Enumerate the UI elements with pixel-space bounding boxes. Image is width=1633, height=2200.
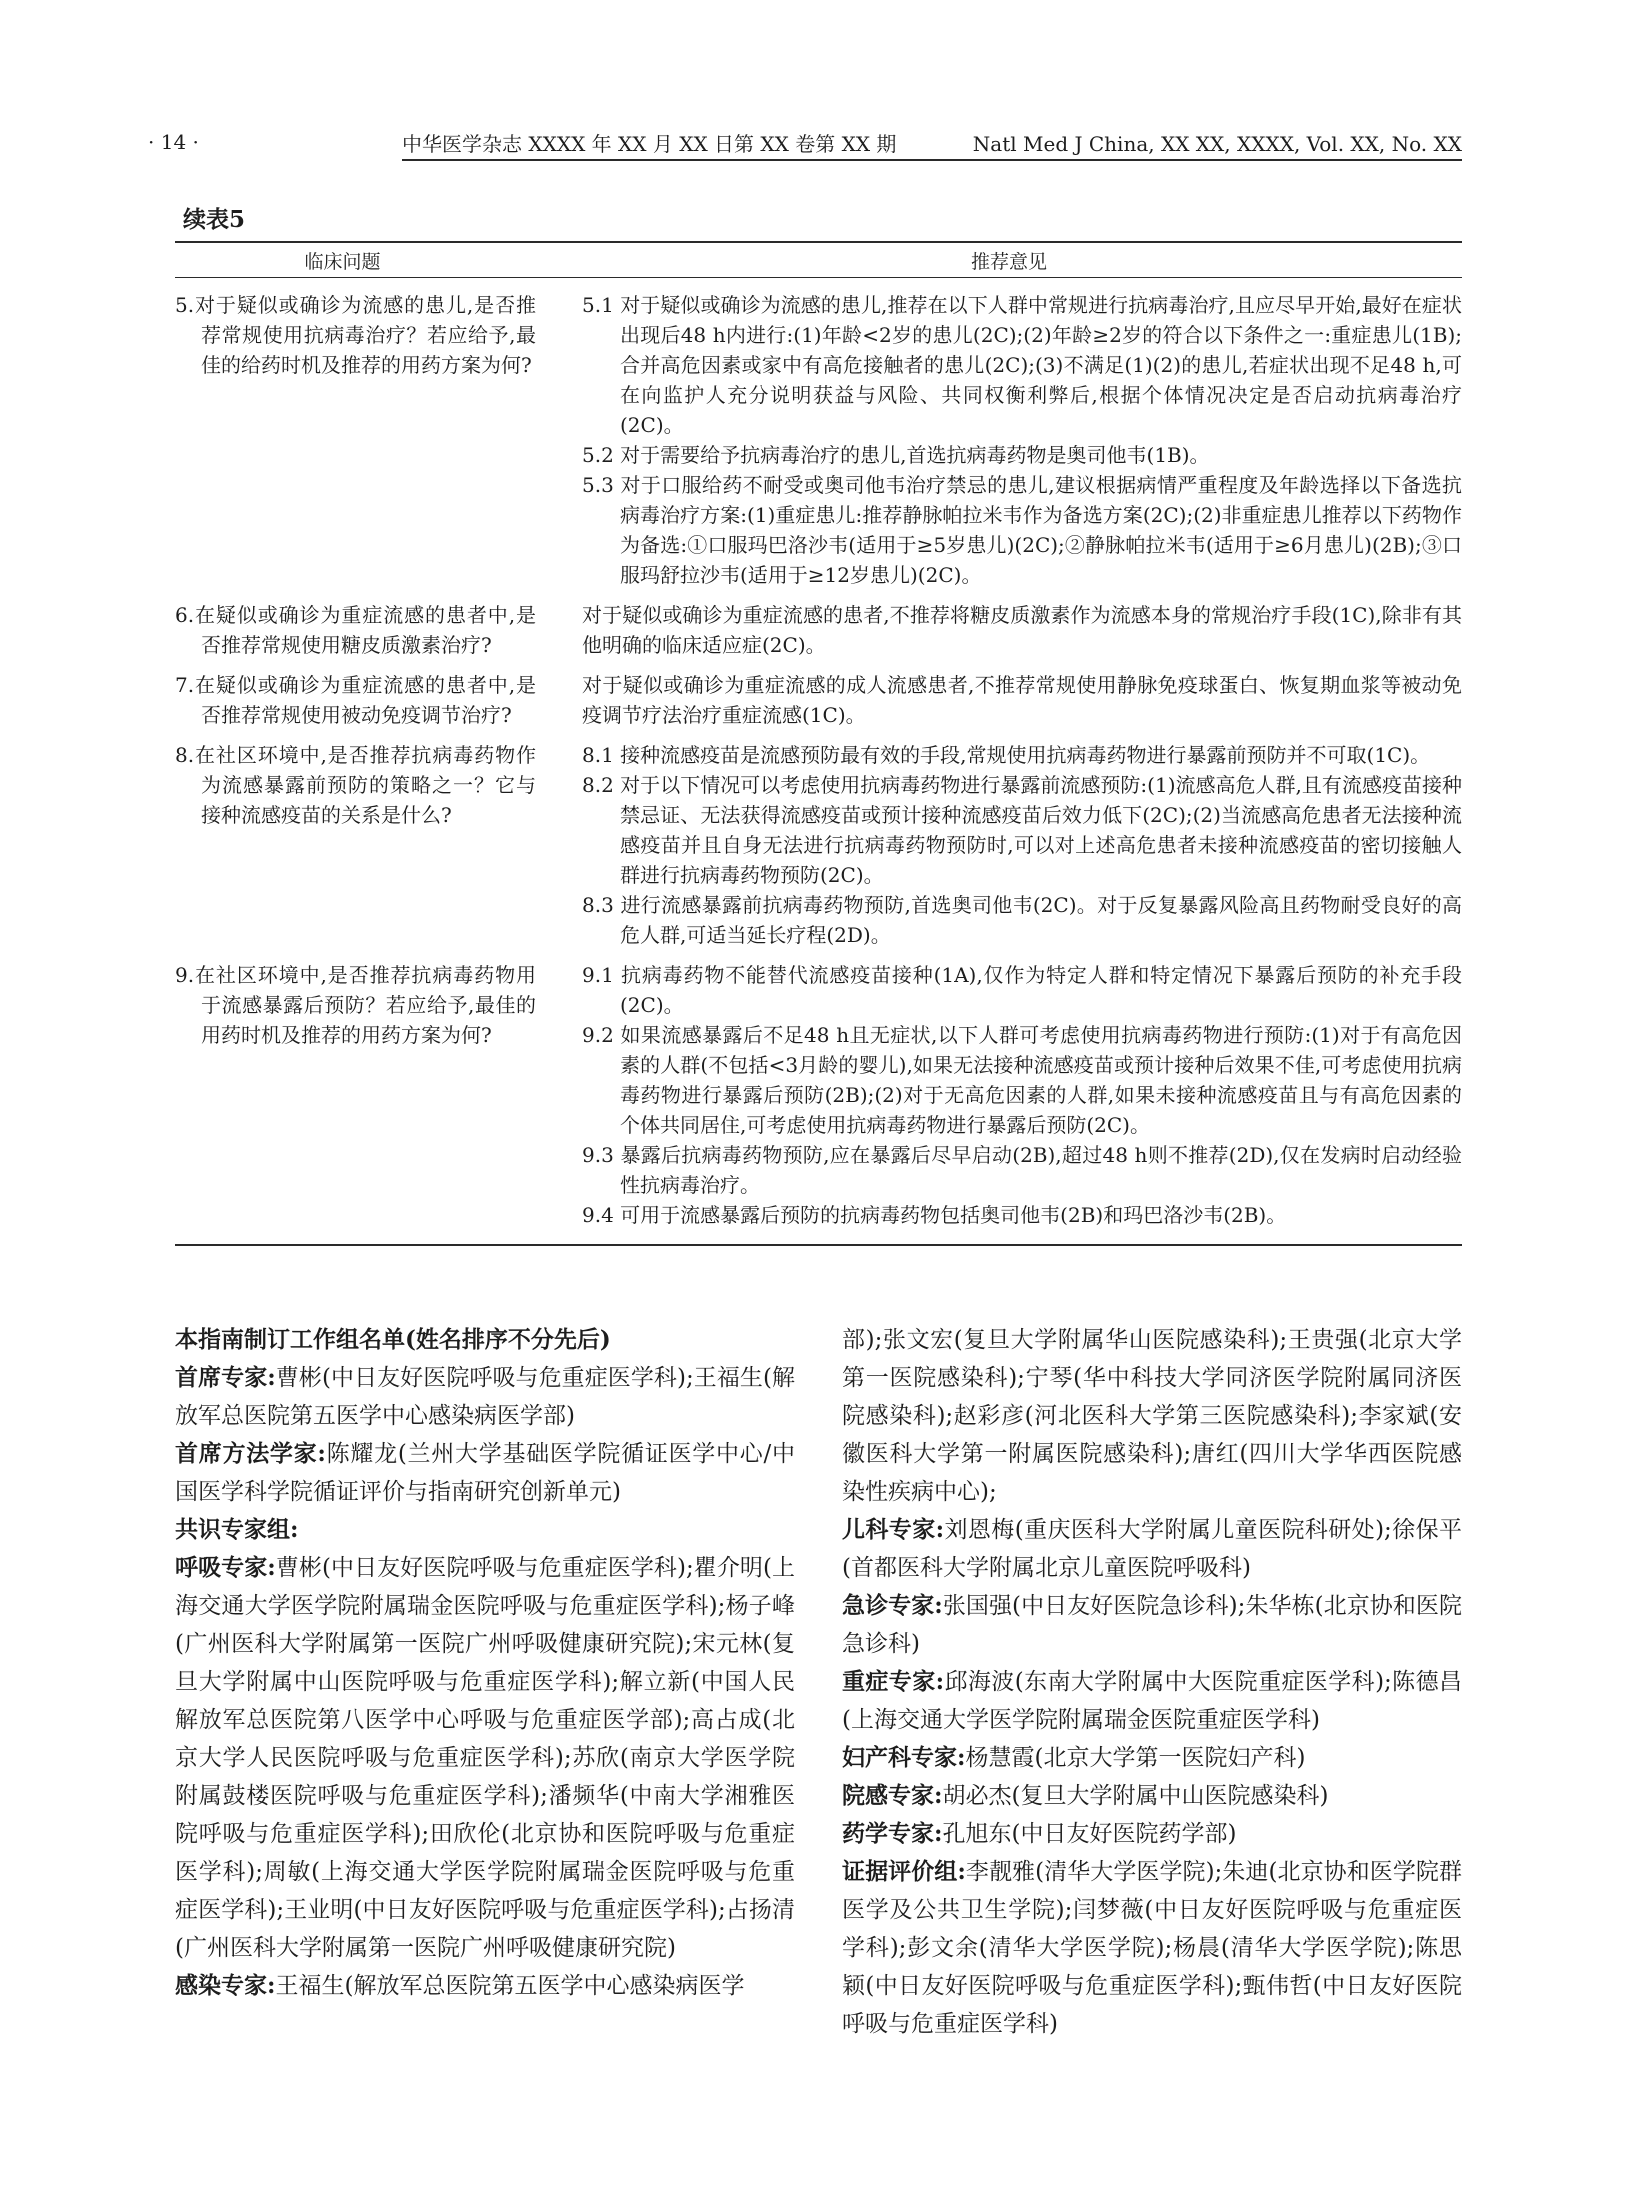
journal-title-en: Natl Med J China, XX XX, XXXX, Vol. XX, No. XX (972, 132, 1462, 156)
expert-role-label: 药学专家: (842, 1820, 943, 1847)
recommendation-cell-7 (582, 670, 1462, 730)
expert-entry-emergency (842, 1587, 1462, 1663)
expert-role-label: 急诊专家: (842, 1592, 943, 1619)
recommendations-table (175, 241, 1462, 1246)
recommendation-item-5-2: 5.2 对于需要给予抗病毒治疗的患儿,首选抗病毒药物是奥司他韦(1B)。 (582, 443, 1210, 467)
expert-names: 邱海波(东南大学附属中大医院重症医学科);陈德昌(上海交通大学医学院附属瑞金医院重症医学科) (842, 1669, 1462, 1733)
expert-names: 杨慧霞(北京大学第一医院妇产科) (965, 1745, 1306, 1771)
table-row-q7 (175, 670, 1462, 730)
header-rule (402, 159, 1462, 161)
expert-names: 部);张文宏(复旦大学附属华山医院感染科);王贵强(北京大学第一医院感染科);宁琴(华中科技大学同济医学院附属同济医院感染科);赵彩彦(河北医科大学第三医院感染科);李家斌(安徽医科大学第一附属医院感染科);唐红(四川大学华西医院感染性疾病中心); (842, 1327, 1462, 1505)
recommendation-item-8-2: 8.2 对于以下情况可以考虑使用抗病毒药物进行暴露前流感预防:(1)流感高危人群,且有流感疫苗接种禁忌证、无法获得流感疫苗或预计接种流感疫苗后效力低下(2C);(2)当流感高危患者无法接种流感疫苗并且自身无法进行抗病毒药物预防时,可以对上述高危患者未接种流感疫苗的密切接触人群进行抗病毒药物预防(2C)。 (582, 773, 1462, 887)
recommendation-item-9-3: 9.3 暴露后抗病毒药物预防,应在暴露后尽早启动(2B),超过48 h则不推荐(2D),仅在发病时启动经验性抗病毒治疗。 (582, 1143, 1462, 1197)
recommendation-item-8-1: 8.1 接种流感疫苗是流感预防最有效的手段,常规使用抗病毒药物进行暴露前预防并不可取(1C)。 (582, 743, 1431, 767)
recommendation-item-6: 对于疑似或确诊为重症流感的患者,不推荐将糖皮质激素作为流感本身的常规治疗手段(1C),除非有其他明确的临床适应症(2C)。 (582, 603, 1462, 657)
expert-entry-infection (175, 1967, 795, 2005)
table-row-q9 (175, 960, 1462, 1230)
expert-names: 曹彬(中日友好医院呼吸与危重症医学科);王福生(解放军总医院第五医学中心感染病医学部) (175, 1365, 796, 1429)
journal-title-cn: 中华医学杂志 XXXX 年 XX 月 XX 日第 XX 卷第 XX 期 (402, 132, 897, 156)
clinical-question-7: 7.在疑似或确诊为重症流感的患者中,是否推荐常规使用被动免疫调节治疗? (175, 673, 536, 727)
column-header-clinical-question: 临床问题 (304, 250, 381, 273)
expert-names: 曹彬(中日友好医院呼吸与危重症医学科);瞿介明(上海交通大学医学院附属瑞金医院呼吸与危重症医学科);杨子峰(广州医科大学附属第一医院广州呼吸健康研究院);宋元林(复旦大学附属中山医院呼吸与危重症医学科);解立新(中国人民解放军总医院第八医学中心呼吸与危重症医学部);高占成(北京大学人民医院呼吸与危重症医学科);苏欣(南京大学医学院附属鼓楼医院呼吸与危重症医学科);潘频华(中南大学湘雅医院呼吸与危重症医学科);田欣伦(北京协和医院呼吸与危重症医学科);周敏(上海交通大学医学院附属瑞金医院呼吸与危重症医学科);王业明(中日友好医院呼吸与危重症医学科);占扬清(广州医科大学附属第一医院广州呼吸健康研究院) (175, 1555, 796, 1961)
running-head (402, 128, 1462, 157)
expert-role-label: 首席专家: (175, 1364, 276, 1391)
working-group-section (175, 1321, 1462, 2043)
expert-role-label: 证据评价组: (842, 1858, 966, 1885)
clinical-question-5: 5.对于疑似或确诊为流感的患儿,是否推荐常规使用抗病毒治疗？若应给予,最佳的给药时机及推荐的用药方案为何? (175, 293, 536, 377)
expert-entry-chief-methodologist (175, 1435, 795, 1511)
expert-role-label: 首席方法学家: (175, 1440, 326, 1467)
working-group-column-right (842, 1321, 1462, 2043)
expert-entry-infection-continued (842, 1321, 1462, 1511)
expert-role-label: 感染专家: (175, 1972, 276, 1999)
expert-entry-obstetrics (842, 1739, 1462, 1777)
expert-entry-critical-care (842, 1663, 1462, 1739)
expert-entry-pharmacy (842, 1815, 1462, 1853)
expert-entry-evidence-evaluation (842, 1853, 1462, 2043)
recommendation-item-5-3: 5.3 对于口服给药不耐受或奥司他韦治疗禁忌的患儿,建议根据病情严重程度及年龄选择以下备选抗病毒治疗方案:(1)重症患儿:推荐静脉帕拉米韦作为备选方案(2C);(2)非重症患儿推荐以下药物作为备选:①口服玛巴洛沙韦(适用于≥5岁患儿)(2C);②静脉帕拉米韦(适用于≥6月患儿)(2B);③口服玛舒拉沙韦(适用于≥12岁患儿)(2C)。 (582, 473, 1462, 587)
recommendation-item-8-3: 8.3 进行流感暴露前抗病毒药物预防,首选奥司他韦(2C)。对于反复暴露风险高且药物耐受良好的高危人群,可适当延长疗程(2D)。 (582, 893, 1462, 947)
working-group-column-left (175, 1321, 795, 2043)
expert-names: 王福生(解放军总医院第五医学中心感染病医学 (275, 1973, 745, 1999)
table-row-q6 (175, 600, 1462, 660)
table-caption: 续表5 (183, 206, 246, 233)
table-body (175, 278, 1462, 1244)
recommendation-cell-9 (582, 960, 1462, 1230)
recommendation-item-9-2: 9.2 如果流感暴露后不足48 h且无症状,以下人群可考虑使用抗病毒药物进行预防:(1)对于有高危因素的人群(不包括<3月龄的婴儿),如果无法接种流感疫苗或预计接种后效果不佳,可考虑使用抗病毒药物进行暴露后预防(2B);(2)对于无高危因素的人群,如果未接种流感疫苗且与有高危因素的个体共同居住,可考虑使用抗病毒药物进行暴露后预防(2C)。 (582, 1023, 1462, 1137)
expert-names: 胡必杰(复旦大学附属中山医院感染科) (942, 1783, 1329, 1809)
expert-entry-hospital-infection (842, 1777, 1462, 1815)
expert-names: 孔旭东(中日友好医院药学部) (942, 1821, 1237, 1847)
expert-names: 陈耀龙(兰州大学基础医学院循证医学中心/中国医学科学院循证评价与指南研究创新单元) (175, 1441, 795, 1505)
recommendation-item-5-1: 5.1 对于疑似或确诊为流感的患儿,推荐在以下人群中常规进行抗病毒治疗,且应尽早开始,最好在症状出现后48 h内进行:(1)年龄<2岁的患儿(2C);(2)年龄≥2岁的符合以下条件之一:重症患儿(1B);合并高危因素或家中有高危接触者的患儿(2C);(3)不满足(1)(2)的患儿,若症状出现不足48 h,可在向监护人充分说明获益与风险、共同权衡利弊后,根据个体情况决定是否启动抗病毒治疗(2C)。 (582, 293, 1462, 437)
recommendation-cell-8 (582, 740, 1462, 950)
expert-names: 刘恩梅(重庆医科大学附属儿童医院科研处);徐保平(首都医科大学附属北京儿童医院呼吸科) (842, 1517, 1462, 1581)
table-row-q5 (175, 290, 1462, 590)
expert-entry-respiratory (175, 1549, 795, 1967)
expert-role-label: 重症专家: (842, 1668, 945, 1695)
recommendation-item-7: 对于疑似或确诊为重症流感的成人流感患者,不推荐常规使用静脉免疫球蛋白、恢复期血浆等被动免疫调节疗法治疗重症流感(1C)。 (582, 673, 1462, 727)
clinical-question-6: 6.在疑似或确诊为重症流感的患者中,是否推荐常规使用糖皮质激素治疗? (175, 603, 536, 657)
expert-names: 张国强(中日友好医院急诊科);朱华栋(北京协和医院急诊科) (842, 1593, 1463, 1657)
working-group-title-label: 本指南制订工作组名单(姓名排序不分先后) (175, 1326, 611, 1353)
expert-role-label: 儿科专家: (842, 1516, 945, 1543)
table-row-q8 (175, 740, 1462, 950)
expert-entry-pediatrics (842, 1511, 1462, 1587)
expert-role-label: 共识专家组: (175, 1516, 299, 1543)
expert-entry-consensus-group (175, 1511, 795, 1549)
column-header-recommendation: 推荐意见 (970, 250, 1047, 273)
recommendation-item-9-1: 9.1 抗病毒药物不能替代流感疫苗接种(1A),仅作为特定人群和特定情况下暴露后预防的补充手段(2C)。 (582, 963, 1462, 1017)
expert-role-label: 妇产科专家: (842, 1744, 966, 1771)
expert-role-label: 呼吸专家: (175, 1554, 276, 1581)
recommendation-cell-6 (582, 600, 1462, 660)
recommendation-item-9-4: 9.4 可用于流感暴露后预防的抗病毒药物包括奥司他韦(2B)和玛巴洛沙韦(2B)。 (582, 1203, 1287, 1227)
page-number: · 14 · (148, 130, 199, 154)
recommendation-cell-5 (582, 290, 1462, 590)
table-header-row (175, 243, 1462, 278)
working-group-title (175, 1321, 795, 1359)
expert-entry-chief-experts (175, 1359, 795, 1435)
expert-role-label: 院感专家: (842, 1782, 943, 1809)
clinical-question-9: 9.在社区环境中,是否推荐抗病毒药物用于流感暴露后预防？若应给予,最佳的用药时机及推荐的用药方案为何? (175, 963, 536, 1047)
clinical-question-8: 8.在社区环境中,是否推荐抗病毒药物作为流感暴露前预防的策略之一？它与接种流感疫苗的关系是什么? (175, 743, 536, 827)
expert-names: 李靓雅(清华大学医学院);朱迪(北京协和医学院群医学及公共卫生学院);闫梦薇(中日友好医院呼吸与危重症医学科);彭文余(清华大学医学院);杨晨(清华大学医学院);陈思颖(中日友好医院呼吸与危重症医学科);甄伟哲(中日友好医院呼吸与危重症医学科) (842, 1859, 1462, 2037)
